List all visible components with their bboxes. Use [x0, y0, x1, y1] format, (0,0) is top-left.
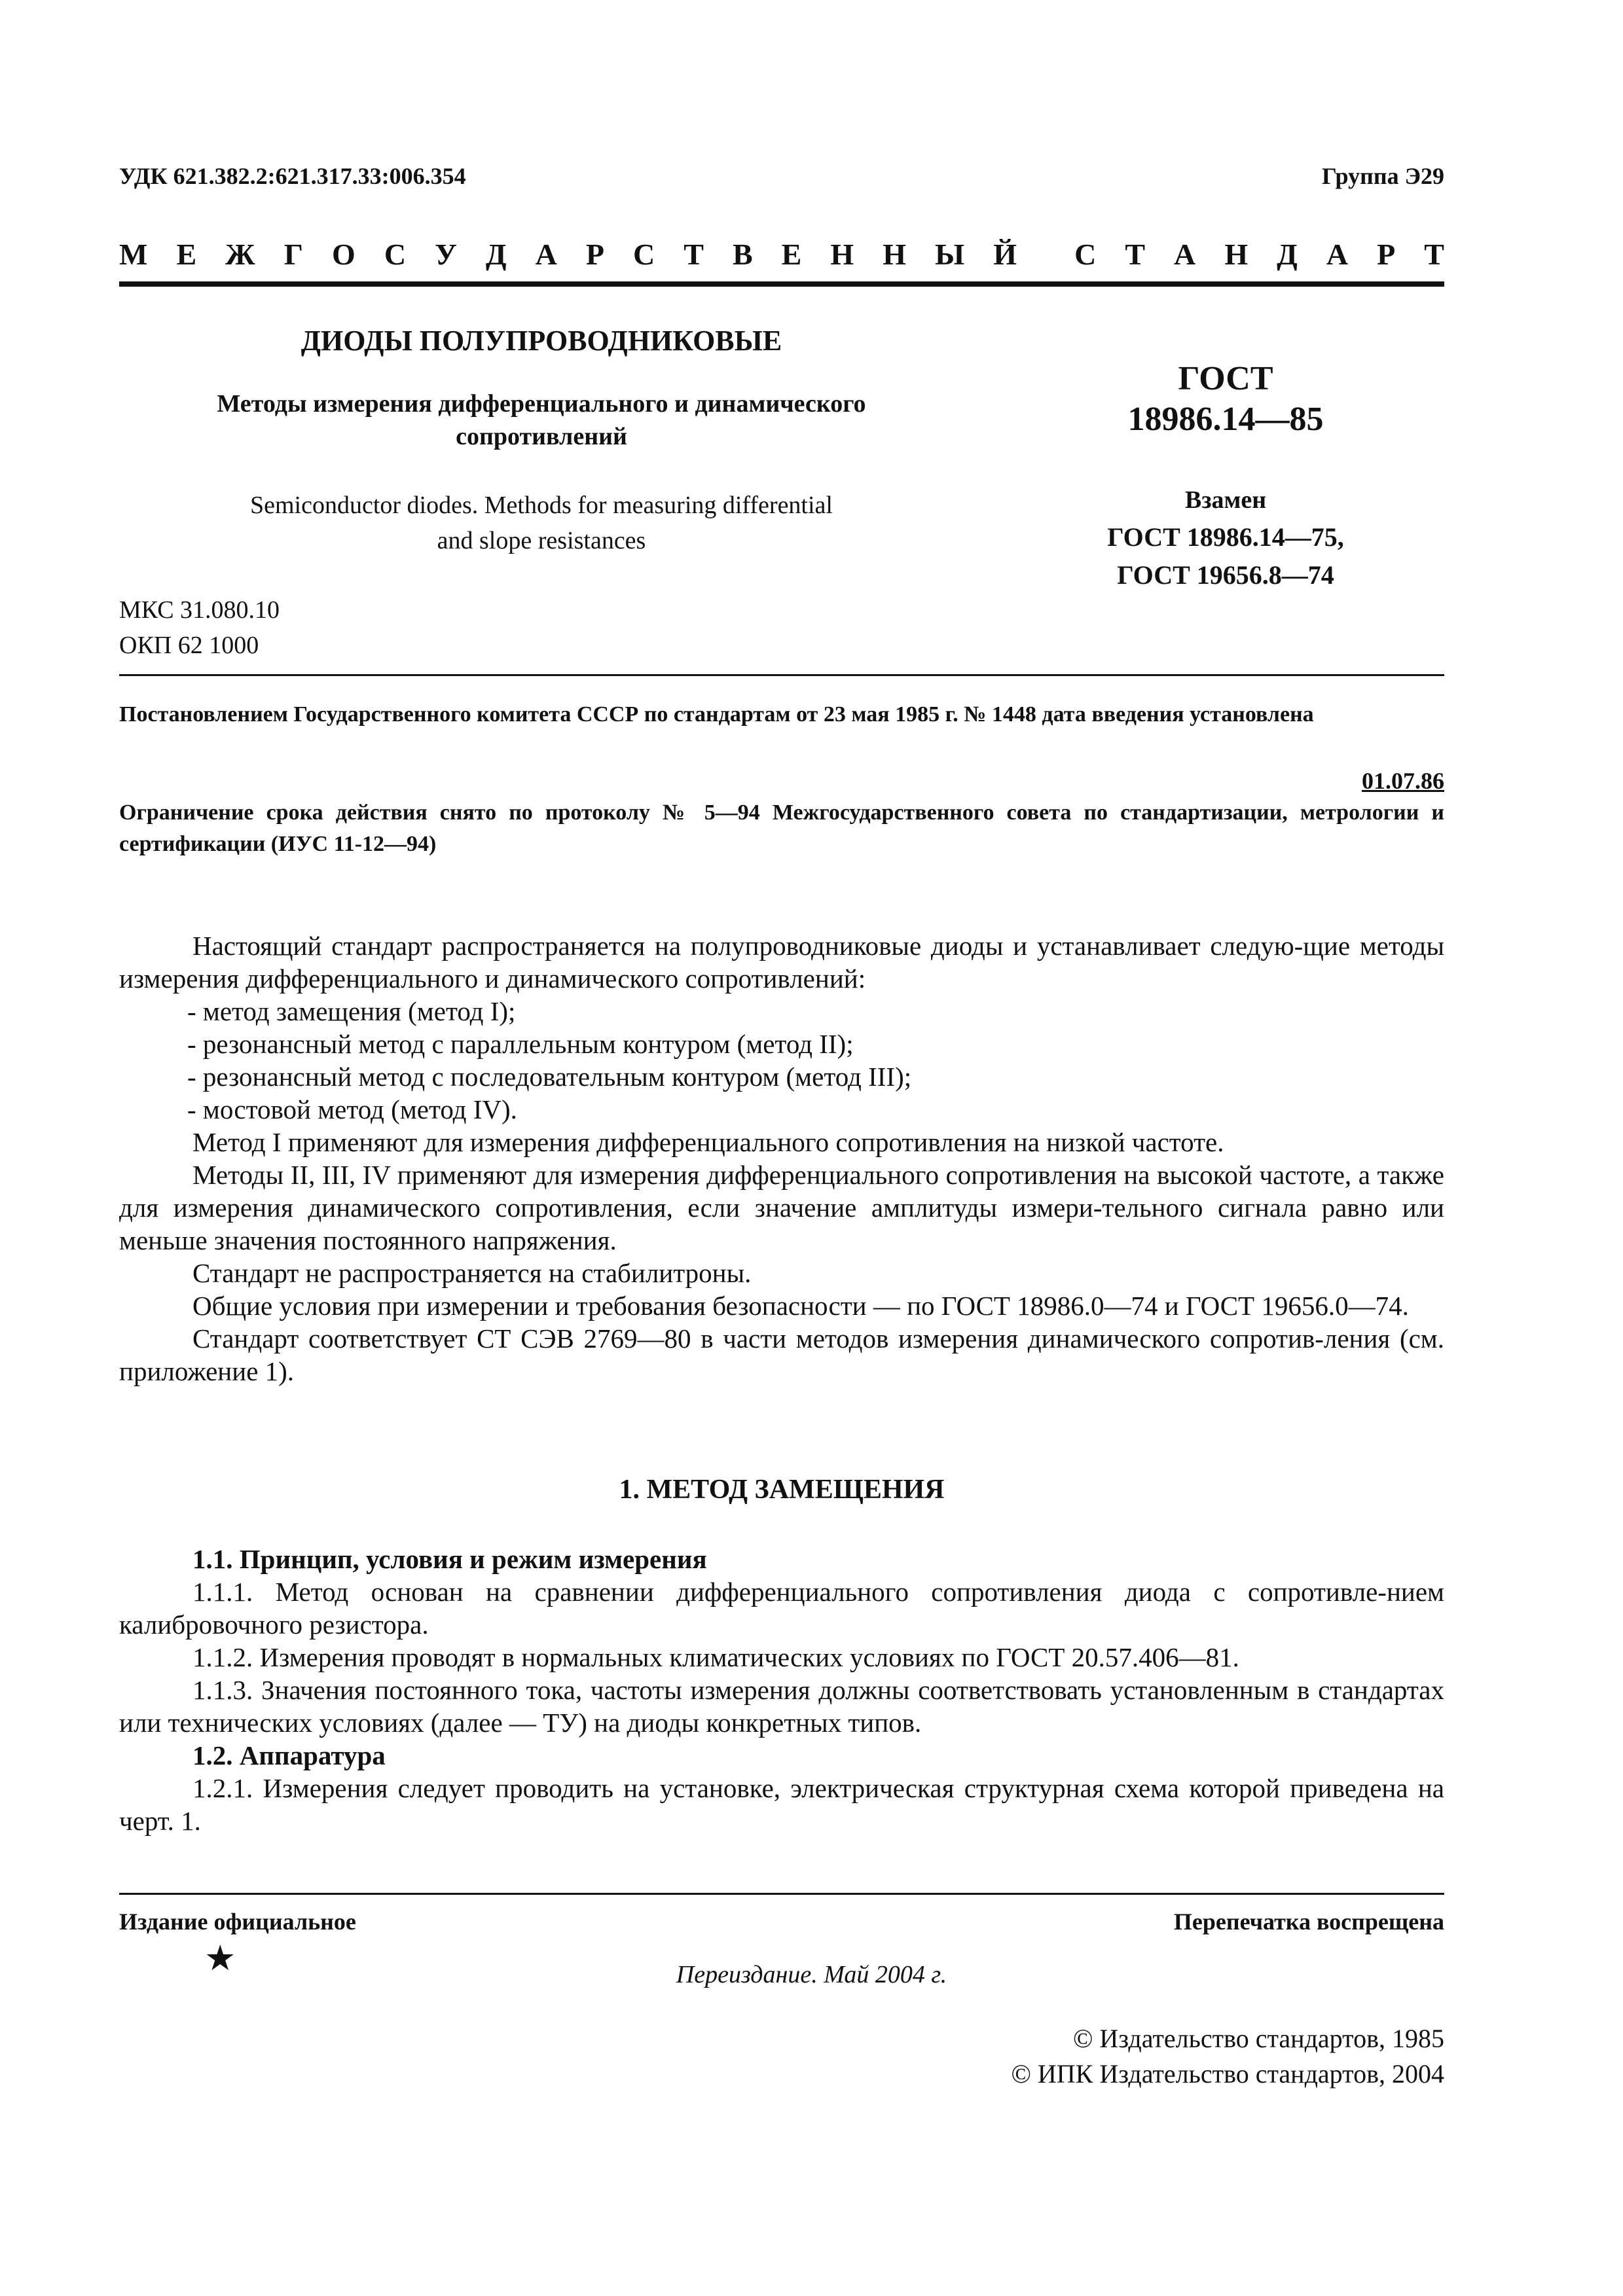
introduction: [119, 929, 1444, 1388]
decree-text: Постановлением Государственного комитета СССР по стандартам от 23 мая 1985 г. № 1448 дата введения установлена: [119, 702, 1314, 726]
subsection-heading: 1.2. Аппаратура: [192, 1740, 386, 1770]
method-list-item: - резонансный метод с последовательным контуром (метод III);: [187, 1062, 912, 1092]
reprint-prohibited: Перепечатка воспрещена: [1173, 1909, 1444, 1935]
intro-paragraph: Настоящий стандарт распространяется на полупроводниковые диоды и устанавливает следую-щие методы измерения дифференциального и динамического сопротивлений:: [119, 931, 1444, 994]
subtitle-line: Методы измерения дифференциального и динамического: [217, 390, 866, 418]
copyright-block: [1012, 2021, 1444, 2092]
banner-letter: Г: [283, 238, 303, 271]
gost-label: ГОСТ: [1178, 360, 1273, 397]
replaces-label: Взамен: [1184, 486, 1267, 514]
banner-letter: Р: [585, 238, 604, 271]
star-icon: ★: [204, 1939, 236, 1978]
subtitle-line: сопротивлений: [456, 423, 627, 450]
banner-letter: А: [1174, 238, 1196, 271]
subsection-heading: 1.1. Принцип, условия и режим измерения: [192, 1544, 707, 1574]
banner-letter: Ы: [935, 238, 965, 271]
banner-letter: О: [332, 238, 356, 271]
classification-codes: [119, 592, 280, 663]
clause: 1.1.3. Значения постоянного тока, частоты измерения должны соответствовать установленным в стандартах или технических условиях (далее — ТУ) на диоды конкретных типов.: [119, 1675, 1444, 1738]
banner-letter: Н: [883, 238, 906, 271]
udk-code: УДК 621.382.2:621.317.33:006.354: [119, 163, 466, 189]
footer-divider: [119, 1893, 1444, 1895]
replaced-standard: ГОСТ 19656.8—74: [1117, 560, 1334, 590]
body-paragraph: Общие условия при измерении и требования безопасности — по ГОСТ 18986.0—74 и ГОСТ 19656.0—74.: [192, 1291, 1409, 1321]
official-edition: Издание официальное: [119, 1909, 356, 1935]
banner-letter: Н: [1224, 238, 1249, 271]
banner-letter: Д: [1277, 238, 1298, 271]
body-paragraph: Метод I применяют для измерения дифференциального сопротивления на низкой частоте.: [192, 1127, 1224, 1157]
banner-letter: С: [384, 238, 407, 271]
clause: 1.2.1. Измерения следует проводить на установке, электрическая структурная схема которой приведена на черт. 1.: [119, 1773, 1444, 1836]
gost-designation: [1036, 359, 1415, 440]
banner-letter: В: [732, 238, 753, 271]
method-list-item: - мостовой метод (метод IV).: [187, 1094, 517, 1124]
body-paragraph: Стандарт не распространяется на стабилитроны.: [192, 1258, 752, 1288]
banner-letter: А: [1326, 238, 1349, 271]
banner-letter: А: [535, 238, 557, 271]
banner-letter: Т: [1424, 238, 1444, 271]
banner-letter: Т: [1125, 238, 1146, 271]
copyright-line: © ИПК Издательство стандартов, 2004: [1011, 2059, 1444, 2089]
banner-letter: Д: [485, 238, 507, 271]
banner-letter: Ж: [225, 238, 255, 271]
document-subtitle: [119, 387, 964, 453]
interstate-standard-banner: [119, 237, 1444, 272]
banner-letter: С: [632, 238, 655, 271]
body-paragraph: Стандарт соответствует СТ СЭВ 2769—80 в части методов измерения динамического сопротив-ления (см. приложение 1).: [119, 1323, 1444, 1386]
replaces-list: [1036, 518, 1415, 594]
english-title: [119, 488, 964, 558]
method-list-item: - метод замещения (метод I);: [187, 996, 516, 1026]
body-paragraph: Методы II, III, IV применяют для измерения дифференциального сопротивления на высокой частоте, а также для измерения динамического сопротивления, если значение амплитуды измери-тельного сигнала равно или меньше значения постоянного напряжения.: [119, 1160, 1444, 1255]
banner-letter: С: [1074, 238, 1097, 271]
banner-letter: М: [119, 238, 148, 271]
banner-letter: Т: [684, 238, 704, 271]
limitation-text: Ограничение срока действия снято по протоколу № 5—94 Межгосударственного совета по стандартизации, метрологии и сертификации (ИУС 11-12—94): [119, 800, 1444, 856]
clause: 1.1.1. Метод основан на сравнении дифференциального сопротивления диода с сопротивле-нием калибровочного резистора.: [119, 1577, 1444, 1640]
group-code: Группа Э29: [1321, 163, 1444, 189]
reissue-note: Переиздание. Май 2004 г.: [676, 1961, 947, 1988]
header-divider: [119, 281, 1444, 287]
section-1-content: [119, 1543, 1444, 1837]
copyright-line: © Издательство стандартов, 1985: [1072, 2024, 1444, 2053]
banner-letter: Р: [1377, 238, 1396, 271]
banner-letter: Н: [830, 238, 854, 271]
replaced-standard: ГОСТ 18986.14—75,: [1107, 522, 1344, 552]
mks-code: МКС 31.080.10: [119, 596, 280, 624]
title-divider: [119, 674, 1444, 676]
section-heading: 1. МЕТОД ЗАМЕЩЕНИЯ: [619, 1475, 945, 1505]
okp-code: ОКП 62 1000: [119, 632, 259, 659]
effective-date: 01.07.86: [1362, 768, 1444, 794]
english-title-line: and slope resistances: [437, 527, 646, 554]
banner-letter: Е: [176, 238, 197, 271]
clause: 1.1.2. Измерения проводят в нормальных климатических условиях по ГОСТ 20.57.406—81.: [192, 1642, 1239, 1672]
gost-number: 18986.14—85: [1127, 401, 1324, 438]
banner-letter: У: [435, 238, 457, 271]
english-title-line: Semiconductor diodes. Methods for measuring differential: [250, 492, 833, 519]
banner-letter: Е: [781, 238, 802, 271]
document-title: ДИОДЫ ПОЛУПРОВОДНИКОВЫЕ: [301, 325, 782, 357]
banner-letter: Й: [993, 238, 1017, 271]
method-list-item: - резонансный метод с параллельным контуром (метод II);: [187, 1029, 854, 1059]
